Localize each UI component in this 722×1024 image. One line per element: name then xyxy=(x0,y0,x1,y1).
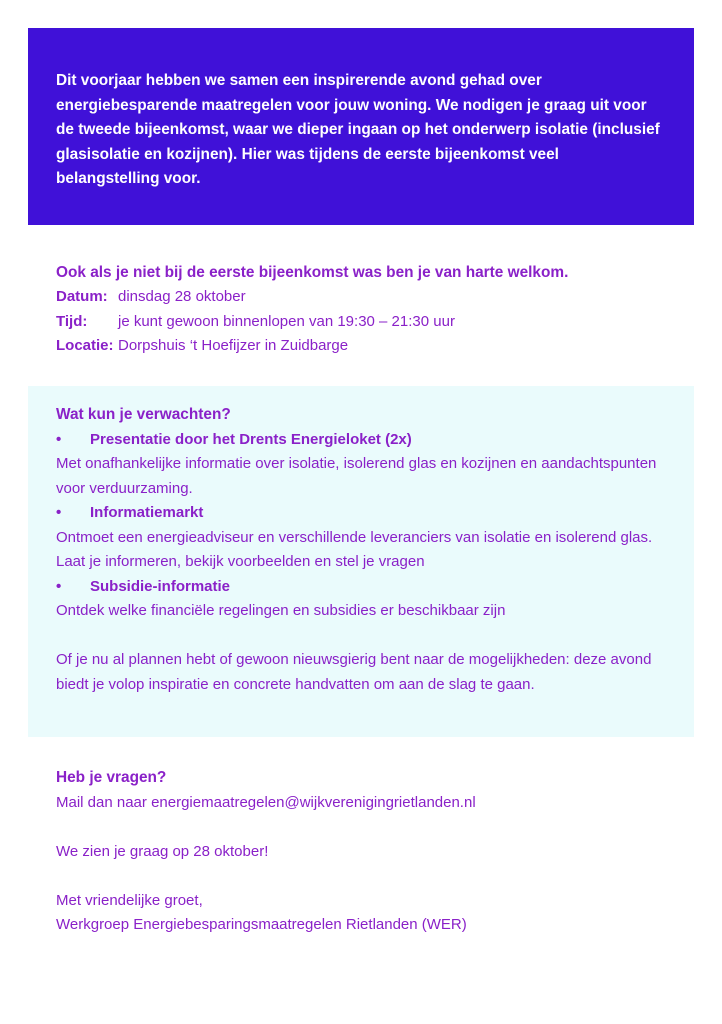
bullet-icon: • xyxy=(56,504,62,521)
item-text: Met onafhankelijke informatie over isolatie, isolerend glas en kozijnen en aandachtspunten voor verduurzaming. xyxy=(56,455,657,497)
email-link[interactable]: energiemaatregelen@wijkverenigingrietlanden.nl xyxy=(151,793,476,811)
welcome-section xyxy=(56,260,676,359)
detail-row-location xyxy=(56,334,676,359)
expect-title: Wat kun je verwachten? xyxy=(56,406,231,423)
detail-label: Datum: xyxy=(56,288,108,305)
contact-title: Heb je vragen? xyxy=(56,769,167,786)
sender-text: Werkgroep Energiebesparingsmaatregelen Rietlanden (WER) xyxy=(56,916,467,933)
list-item-heading xyxy=(56,575,676,600)
expect-section xyxy=(56,403,676,697)
item-heading: Presentatie door het Drents Energieloket (2x) xyxy=(90,430,412,448)
detail-value: je kunt gewoon binnenlopen van 19:30 – 21:30 uur xyxy=(118,312,455,330)
detail-row-time xyxy=(56,310,676,335)
mail-prefix: Mail dan naar xyxy=(56,793,147,811)
contact-section xyxy=(56,766,676,938)
detail-label: Tijd: xyxy=(56,312,88,330)
mail-line xyxy=(56,791,676,816)
detail-label: Locatie: xyxy=(56,337,114,354)
detail-value: dinsdag 28 oktober xyxy=(118,288,246,305)
item-heading: Informatiemarkt xyxy=(90,504,204,521)
welcome-heading: Ook als je niet bij de eerste bijeenkomst was ben je van harte welkom. xyxy=(56,264,569,281)
item-text: Ontmoet een energieadviseur en verschillende leveranciers van isolatie en isolerend glas. Laat je informeren, bekijk voorbeelden en stel je vragen xyxy=(56,528,653,570)
list-item-heading xyxy=(56,501,676,526)
bullet-icon: • xyxy=(56,430,62,448)
bullet-icon: • xyxy=(56,577,62,595)
detail-value: Dorpshuis ‘t Hoefijzer in Zuidbarge xyxy=(118,337,349,354)
item-heading: Subsidie-informatie xyxy=(90,577,231,595)
expect-closing: Of je nu al plannen hebt of gewoon nieuwsgierig bent naar de mogelijkheden: deze avond biedt je volop inspiratie en concrete handvatten om aan de slag te gaan. xyxy=(56,651,652,693)
greeting-text: Met vriendelijke groet, xyxy=(56,891,203,909)
detail-row-date xyxy=(56,285,676,310)
see-you-text: We zien je graag op 28 oktober! xyxy=(56,842,269,860)
list-item-heading xyxy=(56,428,676,453)
intro-panel xyxy=(28,28,694,225)
intro-text: Dit voorjaar hebben we samen een inspirerende avond gehad over energiebesparende maatregelen voor jouw woning. We nodigen je graag uit voor de tweede bijeenkomst, waar we dieper ingaan op het onderwerp isolatie (inclusief glasisolatie en kozijnen). Hier was tijdens de eerste bijeenkomst veel belangstelling voor. xyxy=(56,72,660,187)
item-text: Ontdek welke financiële regelingen en subsidies er beschikbaar zijn xyxy=(56,602,506,619)
